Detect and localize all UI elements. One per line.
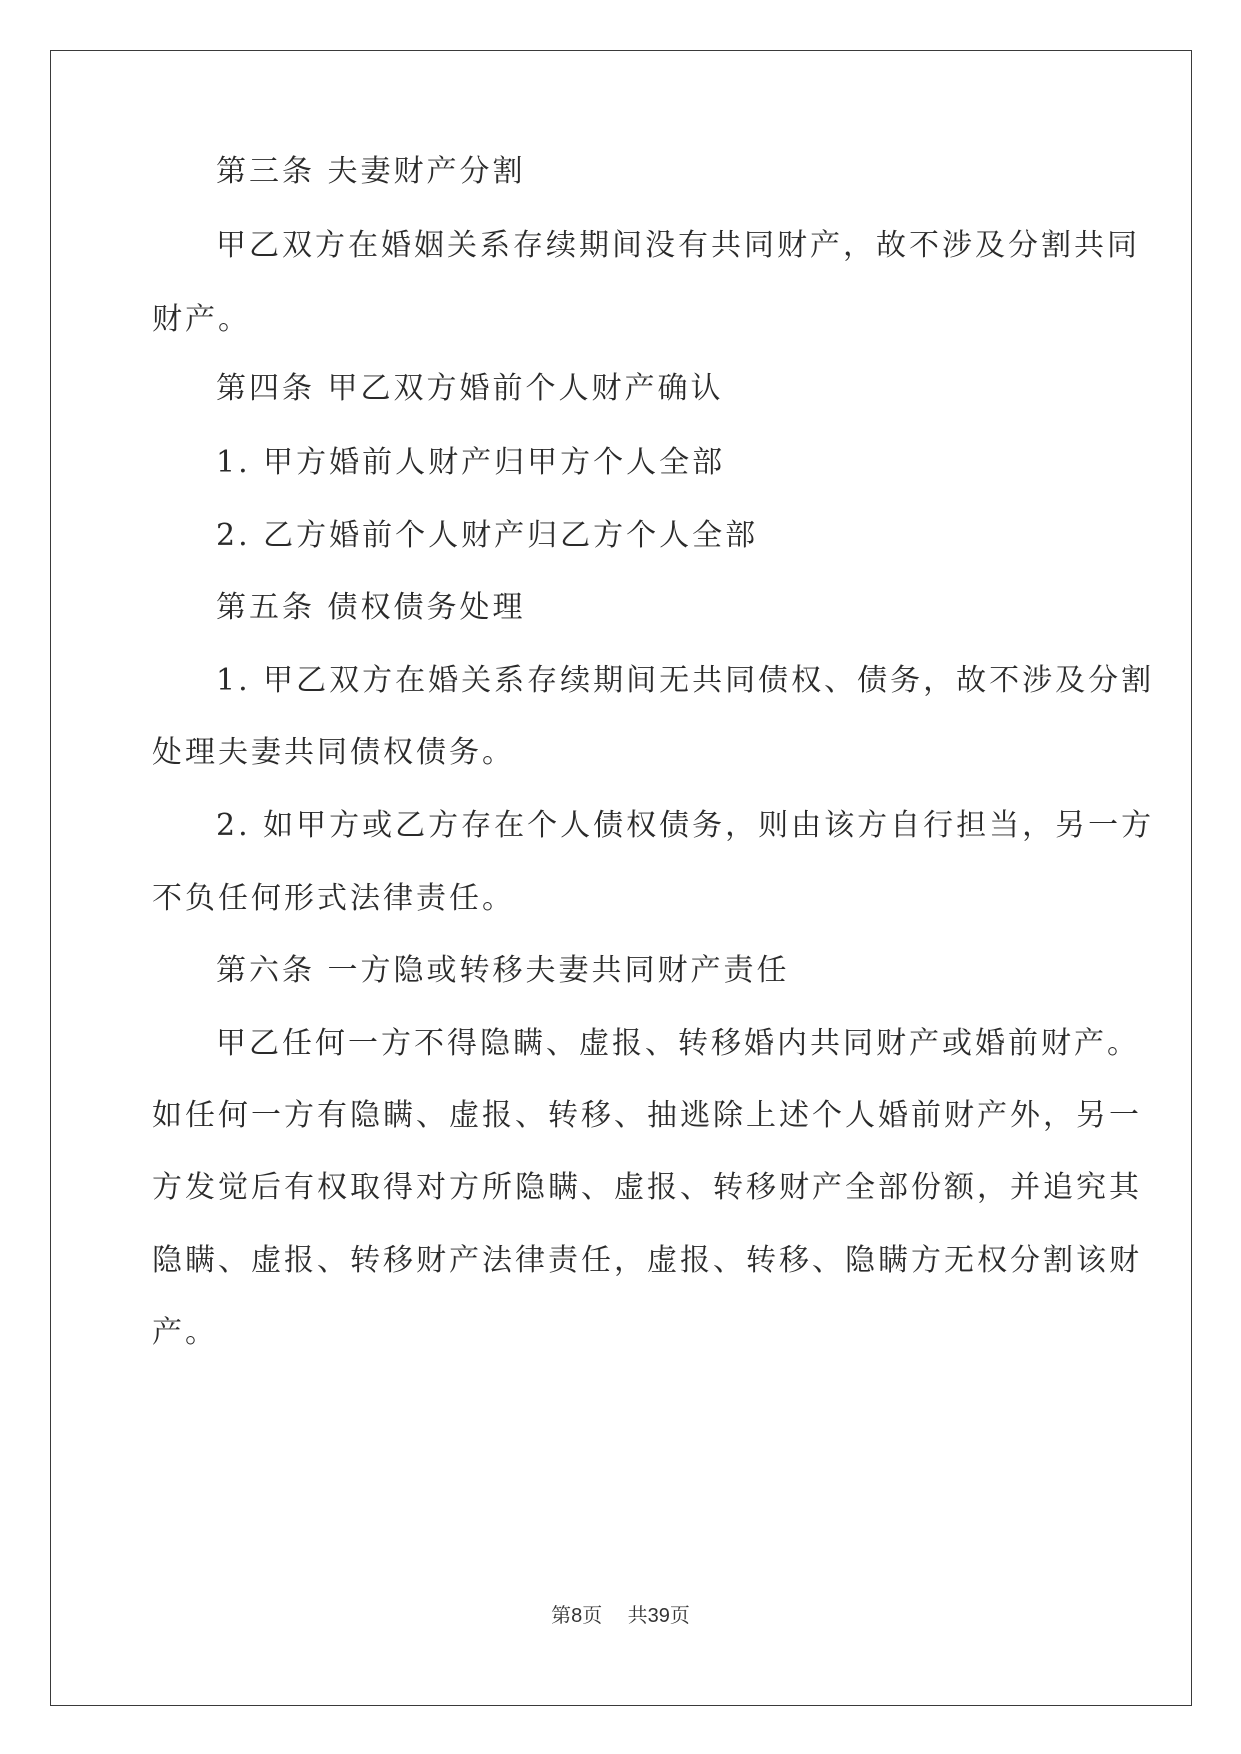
paragraph-line: 甲乙双方在婚姻关系存续期间没有共同财产，故不涉及分割共同 bbox=[216, 228, 1140, 263]
total-page-number: 39 bbox=[647, 1605, 670, 1627]
article-3-heading: 第三条 夫妻财产分割 bbox=[216, 154, 526, 189]
paragraph-line: 产。 bbox=[152, 1315, 218, 1350]
paragraph-line: 隐瞒、虚报、转移财产法律责任，虚报、转移、隐瞒方无权分割该财 bbox=[152, 1243, 1142, 1278]
paragraph-line: 甲乙任何一方不得隐瞒、虚报、转移婚内共同财产或婚前财产。 bbox=[216, 1026, 1140, 1061]
list-item: 2. 如甲方或乙方存在个人债权债务，则由该方自行担当，另一方 bbox=[216, 808, 1155, 843]
paragraph-line: 方发觉后有权取得对方所隐瞒、虚报、转移财产全部份额，并追究其 bbox=[152, 1170, 1142, 1205]
list-item: 1. 甲乙双方在婚关系存续期间无共同债权、债务，故不涉及分割 bbox=[216, 663, 1155, 698]
footer-suffix: 页 bbox=[669, 1603, 690, 1627]
article-6-heading: 第六条 一方隐或转移夫妻共同财产责任 bbox=[216, 953, 790, 988]
paragraph-line: 处理夫妻共同债权债务。 bbox=[152, 735, 515, 770]
page-footer bbox=[0, 1602, 1241, 1629]
paragraph-line: 不负任何形式法律责任。 bbox=[152, 881, 515, 916]
article-4-heading: 第四条 甲乙双方婚前个人财产确认 bbox=[216, 371, 724, 406]
footer-prefix: 第 bbox=[551, 1603, 572, 1627]
article-5-heading: 第五条 债权债务处理 bbox=[216, 590, 526, 625]
list-item: 2. 乙方婚前个人财产归乙方个人全部 bbox=[216, 518, 759, 553]
page-border bbox=[50, 50, 1192, 1706]
paragraph-line: 如任何一方有隐瞒、虚报、转移、抽逃除上述个人婚前财产外，另一 bbox=[152, 1098, 1142, 1133]
footer-middle: 页 共 bbox=[582, 1603, 648, 1627]
list-item: 1. 甲方婚前人财产归甲方个人全部 bbox=[216, 445, 726, 480]
paragraph-line: 财产。 bbox=[152, 302, 251, 337]
current-page-number: 8 bbox=[571, 1605, 583, 1627]
